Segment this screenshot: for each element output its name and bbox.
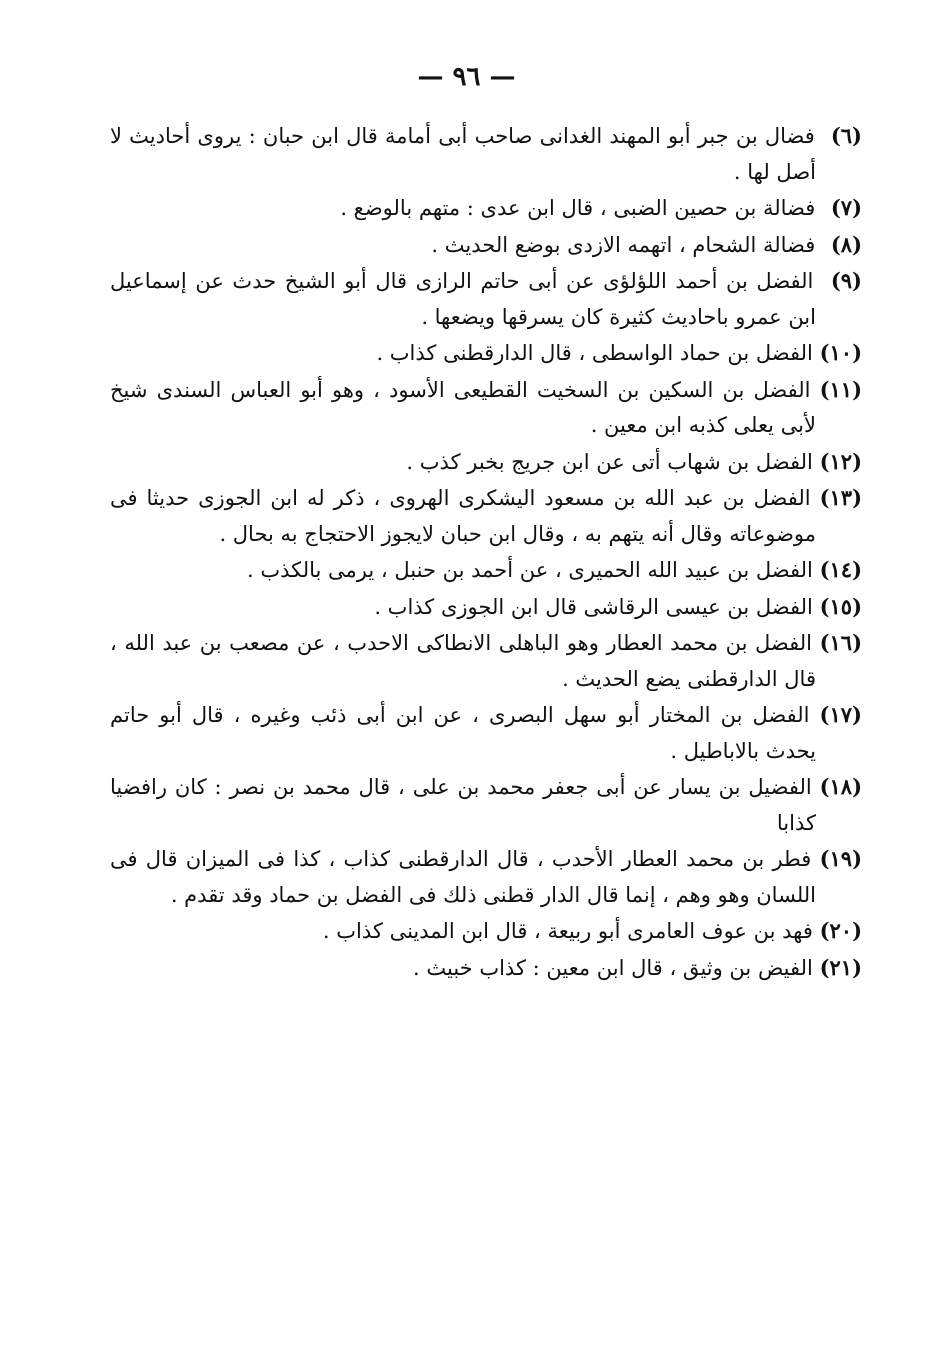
list-item xyxy=(110,913,862,950)
entry-number: (١٩) xyxy=(819,846,863,871)
entry-number: (٧) xyxy=(830,195,862,220)
entry-number: (١٨) xyxy=(819,774,862,799)
page-number: — ٩٦ — xyxy=(417,62,516,92)
list-item xyxy=(110,769,862,841)
list-item xyxy=(110,263,862,335)
entry-number: (١٥) xyxy=(819,593,862,619)
list-item xyxy=(110,589,862,626)
list-item xyxy=(110,372,862,444)
entry-text: الفضل بن محمد العطار وهو الباهلى الانطاكى الاحدب ، عن مصعب بن عبد الله ، قال الدارقطنى يضع الحديث . xyxy=(110,631,816,691)
entry-text: الفضل بن عبيد الله الحميرى ، عن أحمد بن حنبل ، يرمى بالكذب . xyxy=(247,558,813,582)
entry-number: (١٧) xyxy=(819,702,862,727)
entry-text: فهد بن عوف العامرى أبو ربيعة ، قال ابن المدينى كذاب . xyxy=(322,919,813,943)
list-item xyxy=(110,625,862,697)
list-item xyxy=(110,841,862,913)
entry-number: (٦) xyxy=(830,123,862,148)
list-item xyxy=(110,950,862,987)
list-item xyxy=(110,190,862,227)
entry-list xyxy=(110,118,862,986)
entry-number: (١١) xyxy=(819,376,862,402)
entry-number: (٢١) xyxy=(819,954,862,980)
list-item xyxy=(110,480,862,552)
entry-number: (٢٠) xyxy=(819,918,862,943)
entry-text: الفيض بن وثيق ، قال ابن معين : كذاب خبيث . xyxy=(413,955,813,980)
entry-number: (٨) xyxy=(830,231,862,257)
entry-number: (١٣) xyxy=(819,485,862,510)
entry-number: (١٤) xyxy=(819,557,862,582)
entry-text: الفضل بن عيسى الرقاشى قال ابن الجوزى كذاب . xyxy=(374,594,813,619)
list-item xyxy=(110,444,862,481)
entry-text: الفضل بن أحمد اللؤلؤى عن أبى حاتم الرازى قال أبو الشيخ حدث عن إسماعيل ابن عمرو باحاديث كثيرة كان يسرقها ويضعها . xyxy=(110,269,816,329)
entry-text: فطر بن محمد العطار الأحدب ، قال الدارقطنى كذاب ، كذا فى الميزان قال فى اللسان وهو وهم ، إنما قال الدار قطنى ذلك فى الفضل بن حماد وقد تقدم . xyxy=(110,847,816,907)
list-item xyxy=(110,335,862,372)
entry-number: (٩) xyxy=(830,268,862,293)
list-item xyxy=(110,118,862,190)
entry-number: (١٦) xyxy=(819,630,862,655)
entry-number: (١٢) xyxy=(819,448,862,474)
entry-text: الفضيل بن يسار عن أبى جعفر محمد بن على ، قال محمد بن نصر : كان رافضيا كذابا xyxy=(110,775,816,835)
entry-text: الفضل بن السكين بن السخيت القطيعى الأسود ، وهو أبو العباس السندى شيخ لأبى يعلى كذبه ابن معين . xyxy=(110,377,816,437)
entry-text: الفضل بن حماد الواسطى ، قال الدارقطنى كذاب . xyxy=(376,341,813,365)
list-item xyxy=(110,552,862,589)
list-item xyxy=(110,227,862,264)
entry-text: فضالة بن حصين الضبى ، قال ابن عدى : متهم بالوضع . xyxy=(340,196,816,220)
entry-text: الفضل بن المختار أبو سهل البصرى ، عن ابن أبى ذئب وغيره ، قال أبو حاتم يحدث بالاباطيل . xyxy=(110,703,816,763)
entry-text: الفضل بن عبد الله بن مسعود اليشكرى الهروى ، ذكر له ابن الجوزى حديثا فى موضوعاته وقال أنه يتهم به ، وقال ابن حبان لايجوز الاحتجاج به بحال . xyxy=(110,486,816,546)
entry-number: (١٠) xyxy=(819,340,862,365)
entry-text: الفضل بن شهاب أتى عن ابن جريج بخبر كذب . xyxy=(406,449,813,474)
list-item xyxy=(110,697,862,769)
entry-text: فضال بن جبر أبو المهند الغدانى صاحب أبى أمامة قال ابن حبان : يروى أحاديث لا أصل لها . xyxy=(110,124,816,184)
entry-text: فضالة الشحام ، اتهمه الازدى بوضع الحديث . xyxy=(431,232,816,257)
